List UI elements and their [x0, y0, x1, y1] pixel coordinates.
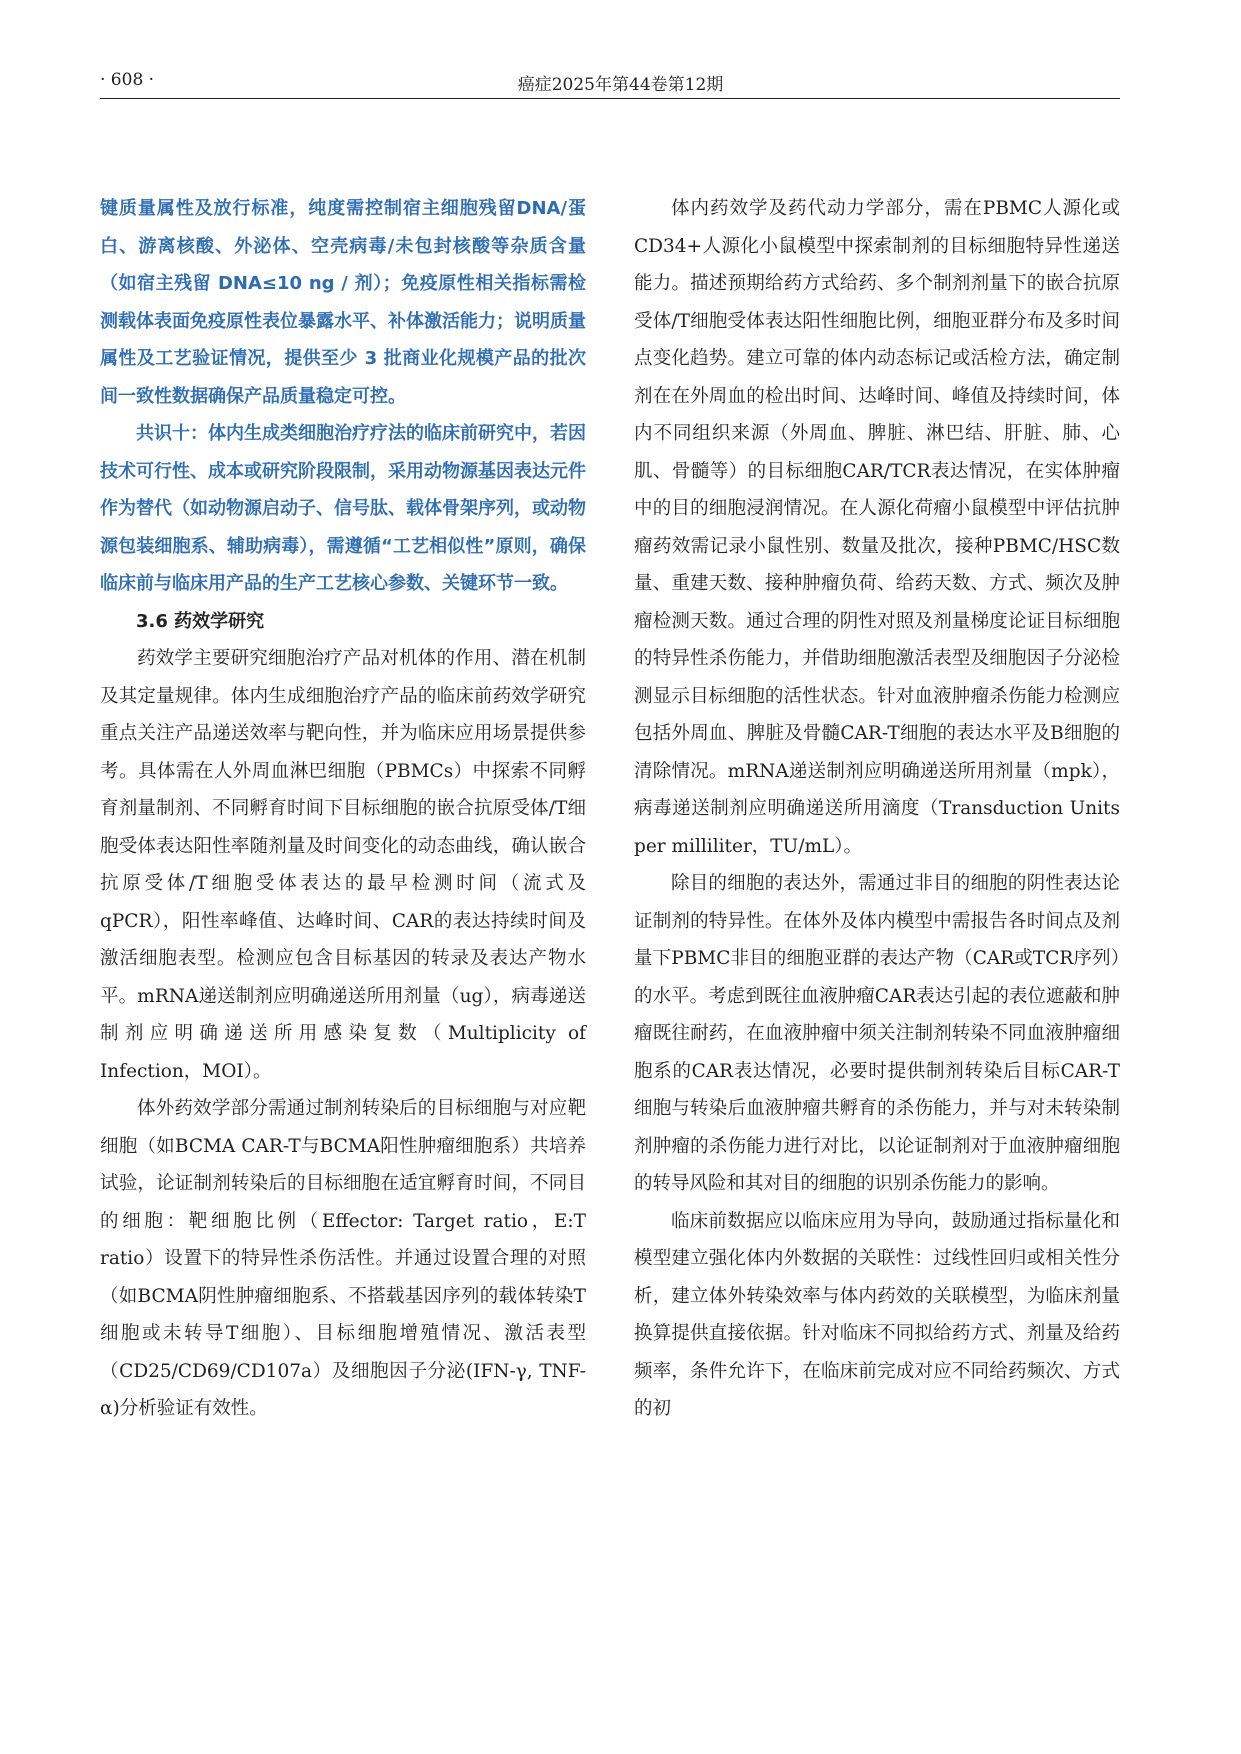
paragraph-non-target-cells: 除目的细胞的表达外，需通过非目的细胞的阴性表达论证制剂的特异性。在体外及体内模型中需报告各时间点及剂量下PBMC非目的细胞亚群的表达产物（CAR或TCR序列）的水平。考虑到既往血液肿瘤CAR表达引起的表位遮蔽和肿瘤既往耐药，在血液肿瘤中须关注制剂转染不同血液肿瘤细胞系的CAR表达情况，必要时提供制剂转染后目标CAR-T细胞与转染后血液肿瘤共孵育的杀伤能力，并与对未转染制剂肿瘤的杀伤能力进行对比，以论证制剂对于血液肿瘤细胞的转导风险和其对目的细胞的识别杀伤能力的影响。 — [634, 873, 1120, 1194]
running-header: 癌症2025年第44卷第12期 — [517, 75, 724, 95]
paragraph-consensus-ten: 共识十：体内生成类细胞治疗疗法的临床前研究中，若因技术可行性、成本或研究阶段限制，采用动物源基因表达元件作为替代（如动物源启动子、信号肽、载体骨架序列，或动物源包装细胞系、辅助病毒），需遵循“工艺相似性”原则，确保临床前与临床用产品的生产工艺核心参数、关键环节一致。 — [100, 423, 586, 594]
paragraph-pharmacodynamics: 药效学主要研究细胞治疗产品对机体的作用、潜在机制及其定量规律。体内生成细胞治疗产品的临床前药效学研究重点关注产品递送效率与靶向性，并为临床应用场景提供参考。具体需在人外周血淋巴细胞（PBMCs）中探索不同孵育剂量制剂、不同孵育时间下目标细胞的嵌合抗原受体/T细胞受体表达阳性率随剂量及时间变化的动态曲线，确认嵌合抗原受体/T细胞受体表达的最早检测时间（流式及qPCR），阳性率峰值、达峰时间、CAR的表达持续时间及激活细胞表型。检测应包含目标基因的转录及表达产物水平。mRNA递送制剂应明确递送所用剂量（ug），病毒递送制剂应明确递送所用感染复数（Multiplicity of Infection，MOI）。 — [100, 648, 586, 1082]
section-heading: 3.6 药效学研究 — [136, 610, 265, 632]
paragraph-preclinical-data: 临床前数据应以临床应用为导向，鼓励通过指标量化和模型建立强化体内外数据的关联性：过线性回归或相关性分析，建立体外转染效率与体内药效的关联模型，为临床剂量换算提供直接依据。针对临床不同拟给药方式、剂量及给药频率，条件允许下，在临床前完成对应不同给药频次、方式的初 — [634, 1210, 1120, 1419]
page-number: · 608 · — [100, 70, 155, 90]
paragraph-in-vivo: 体内药效学及药代动力学部分，需在PBMC人源化或CD34+人源化小鼠模型中探索制剂的目标细胞特异性递送能力。描述预期给药方式给药、多个制剂剂量下的嵌合抗原受体/T细胞受体表达阳性细胞比例，细胞亚群分布及多时间点变化趋势。建立可靠的体内动态标记或活检方法，确定制剂在在外周血的检出时间、达峰时间、峰值及持续时间，体内不同组织来源（外周血、脾脏、淋巴结、肝脏、肺、心肌、骨髓等）的目标细胞CAR/TCR表达情况，在实体肿瘤中的目的细胞浸润情况。在人源化荷瘤小鼠模型中评估抗肿瘤药效需记录小鼠性别、数量及批次，接种PBMC/HSC数量、重建天数、接种肿瘤负荷、给药天数、方式、频次及肿瘤检测天数。通过合理的阴性对照及剂量梯度论证目标细胞的特异性杀伤能力，并借助细胞激活表型及细胞因子分泌检测显示目标细胞的活性状态。针对血液肿瘤杀伤能力检测应包括外周血、脾脏及骨髓CAR-T细胞的表达水平及B细胞的清除情况。mRNA递送制剂应明确递送所用剂量（mpk），病毒递送制剂应明确递送所用滴度（Transduction Units per milliliter，TU/mL）。 — [634, 198, 1120, 857]
paragraph-in-vitro: 体外药效学部分需通过制剂转染后的目标细胞与对应靶细胞（如BCMA CAR-T与BCMA阳性肿瘤细胞系）共培养试验，论证制剂转染后的目标细胞在适宜孵育时间，不同目的细胞：靶细胞比例（Effector: Target ratio，E:T ratio）设置下的特异性杀伤活性。并通过设置合理的对照（如BCMA阴性肿瘤细胞系、不搭载基因序列的载体转染T细胞或未转导T细胞）、目标细胞增殖情况、激活表型（CD25/CD69/CD107a）及细胞因子分泌(IFN-γ, TNF-α)分析验证有效性。 — [100, 1098, 586, 1419]
left-column — [100, 190, 586, 1428]
right-column — [634, 190, 1120, 1428]
paragraph-quality-attributes: 键质量属性及放行标准，纯度需控制宿主细胞残留DNA/蛋白、游离核酸、外泌体、空壳病毒/未包封核酸等杂质含量（如宿主残留 DNA≤10 ng / 剂）；免疫原性相关指标需检测载体表面免疫原性表位暴露水平、补体激活能力；说明质量属性及工艺验证情况，提供至少 3 批商业化规模产品的批次间一致性数据确保产品质量稳定可控。 — [100, 198, 586, 407]
header-rule — [100, 98, 1120, 99]
